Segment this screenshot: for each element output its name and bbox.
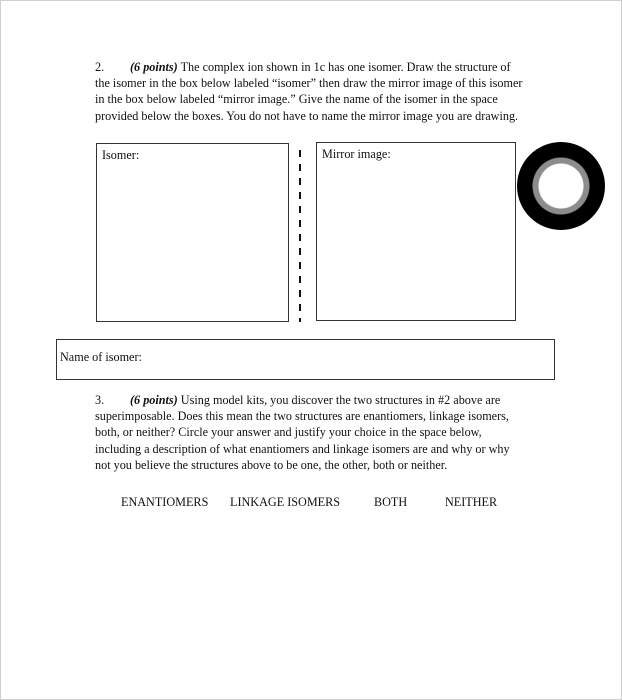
question-2-text: The complex ion shown in 1c has one isomer. Draw the structure of the isomer in the box below labeled “isomer” then draw the mirror image of this isomer in the box below labeled “mirror image.” Give the name of the isomer in the space provided below the boxes. You do not have to name the mirror image you are drawing. [95, 60, 523, 123]
mirror-image-box[interactable] [316, 142, 516, 321]
isomer-label: Isomer: [102, 148, 140, 162]
choice-enantiomers[interactable]: ENANTIOMERS [121, 495, 209, 509]
isomer-box[interactable] [96, 143, 289, 322]
mirror-image-label: Mirror image: [322, 147, 391, 161]
question-3-points: (6 points) [130, 393, 178, 407]
name-of-isomer-label: Name of isomer: [60, 350, 142, 364]
question-3-text: Using model kits, you discover the two structures in #2 above are superimposable. Does this mean the two structures are enantiomers, linkage isomers, both, or neither? Circle your answer and justify your choice in the space below, including a description of what enantiomers and linkage isomers are and why or why not you believe the structures above to be one, the other, both or neither. [95, 393, 510, 472]
choice-both[interactable]: BOTH [374, 495, 408, 509]
question-2-points: (6 points) [130, 60, 178, 74]
question-2 [95, 59, 527, 124]
question-3 [95, 392, 527, 473]
question-2-number: 2. [95, 60, 105, 74]
mirror-plane-dashed-line [299, 150, 301, 322]
name-of-isomer-box[interactable] [56, 339, 555, 380]
choice-neither[interactable]: NEITHER [445, 495, 498, 509]
ring-icon [517, 142, 605, 230]
choice-linkage-isomers[interactable]: LINKAGE ISOMERS [230, 495, 341, 509]
question-3-number: 3. [95, 393, 105, 407]
